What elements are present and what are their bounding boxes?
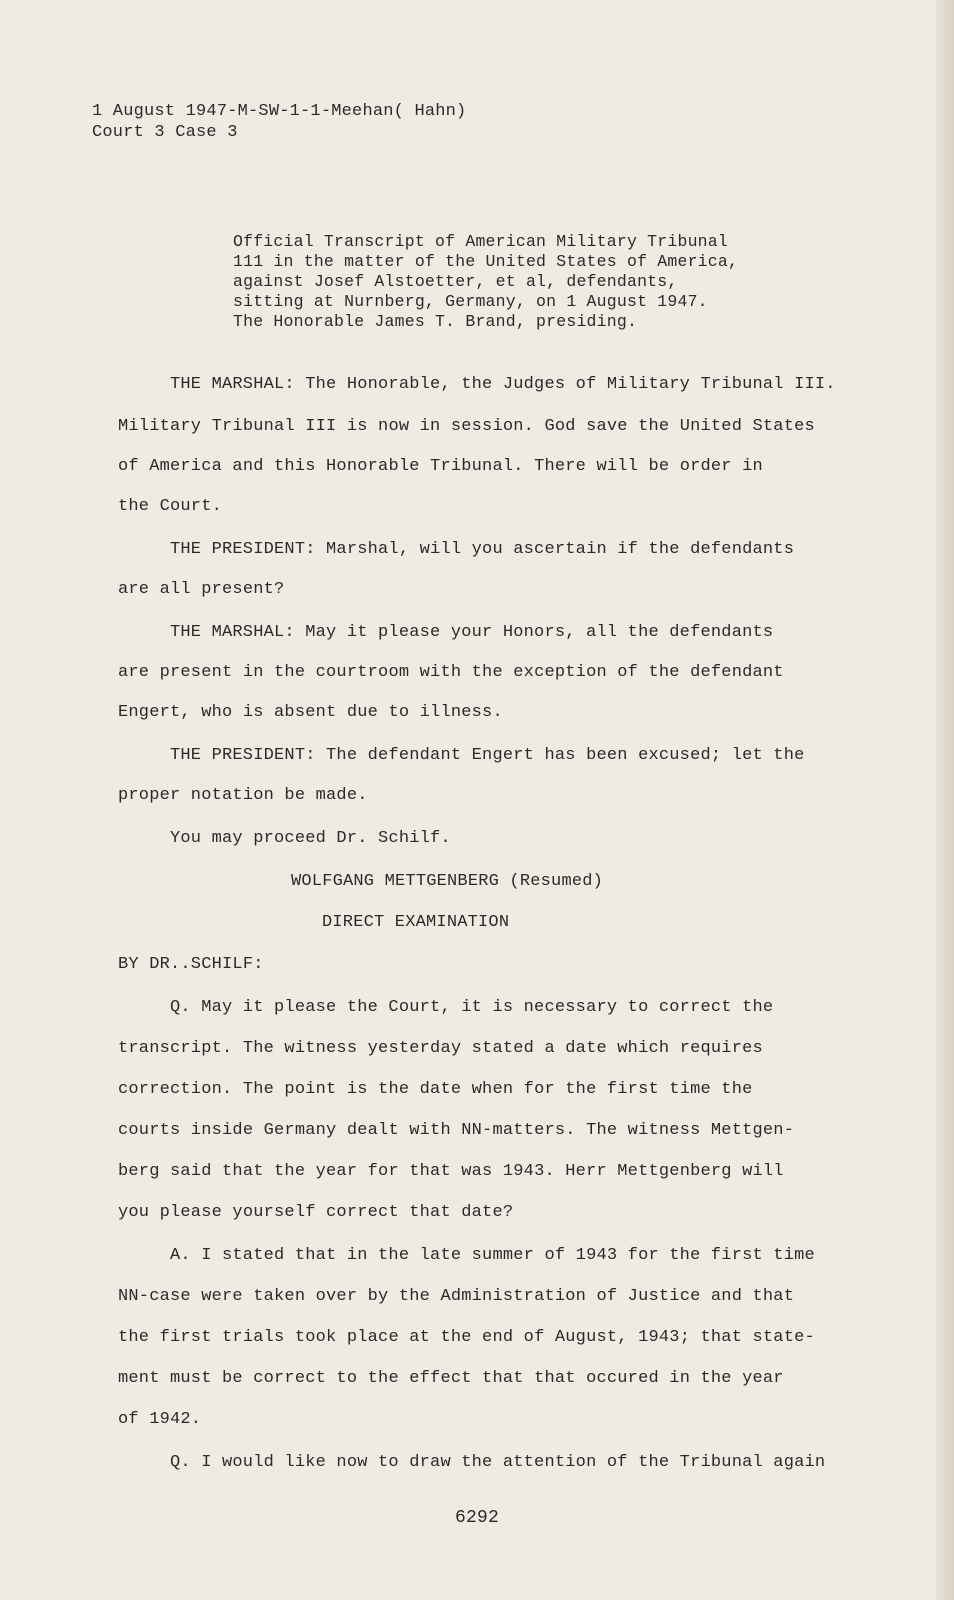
transcript-line: the first trials took place at the end of August, 1943; that state-: [118, 1328, 815, 1347]
transcript-line: Engert, who is absent due to illness.: [118, 703, 503, 722]
transcript-line: transcript. The witness yesterday stated a date which requires: [118, 1039, 763, 1058]
transcript-line: ment must be correct to the effect that that occured in the year: [118, 1369, 784, 1388]
page-edge-shadow: [936, 0, 954, 1600]
transcript-line: THE PRESIDENT: The defendant Engert has been excused; let the: [170, 746, 805, 765]
transcript-line: THE MARSHAL: The Honorable, the Judges of Military Tribunal III.: [170, 375, 836, 394]
transcript-line: are present in the courtroom with the exception of the defendant: [118, 663, 784, 682]
caption-line: sitting at Nurnberg, Germany, on 1 August 1947.: [233, 292, 708, 311]
transcript-line: you please yourself correct that date?: [118, 1203, 514, 1222]
transcript-line: courts inside Germany dealt with NN-matters. The witness Mettgen-: [118, 1121, 795, 1140]
transcript-line: berg said that the year for that was 1943. Herr Mettgenberg will: [118, 1162, 784, 1181]
examination-heading: DIRECT EXAMINATION: [322, 913, 510, 932]
witness-heading: WOLFGANG METTGENBERG (Resumed): [291, 872, 604, 891]
header-line-2: Court 3 Case 3: [92, 123, 238, 142]
transcript-line: the Court.: [118, 497, 223, 516]
caption-line: The Honorable James T. Brand, presiding.: [233, 312, 638, 331]
transcript-line: THE PRESIDENT: Marshal, will you ascertain if the defendants: [170, 540, 795, 559]
transcript-line: A. I stated that in the late summer of 1943 for the first time: [170, 1246, 815, 1265]
page-number: 6292: [454, 1508, 499, 1528]
caption-line: Official Transcript of American Military Tribunal: [233, 232, 728, 251]
header-line-1: 1 August 1947-M-SW-1-1-Meehan( Hahn): [92, 102, 467, 121]
caption-line: against Josef Alstoetter, et al, defendants,: [233, 272, 678, 291]
transcript-line: are all present?: [118, 580, 285, 599]
transcript-line: of 1942.: [118, 1410, 202, 1429]
transcript-line: You may proceed Dr. Schilf.: [170, 829, 451, 848]
transcript-line: Military Tribunal III is now in session. God save the United States: [118, 417, 815, 436]
transcript-line: THE MARSHAL: May it please your Honors, all the defendants: [170, 623, 774, 642]
examiner-label: BY DR..SCHILF:: [118, 955, 264, 974]
transcript-line: of America and this Honorable Tribunal. There will be order in: [118, 457, 763, 476]
transcript-line: proper notation be made.: [118, 786, 368, 805]
transcript-line: Q. May it please the Court, it is necessary to correct the: [170, 998, 774, 1017]
transcript-line: Q. I would like now to draw the attention of the Tribunal again: [170, 1453, 826, 1472]
transcript-line: correction. The point is the date when for the first time the: [118, 1080, 753, 1099]
caption-line: 111 in the matter of the United States of America,: [233, 252, 739, 271]
transcript-line: NN-case were taken over by the Administration of Justice and that: [118, 1287, 795, 1306]
